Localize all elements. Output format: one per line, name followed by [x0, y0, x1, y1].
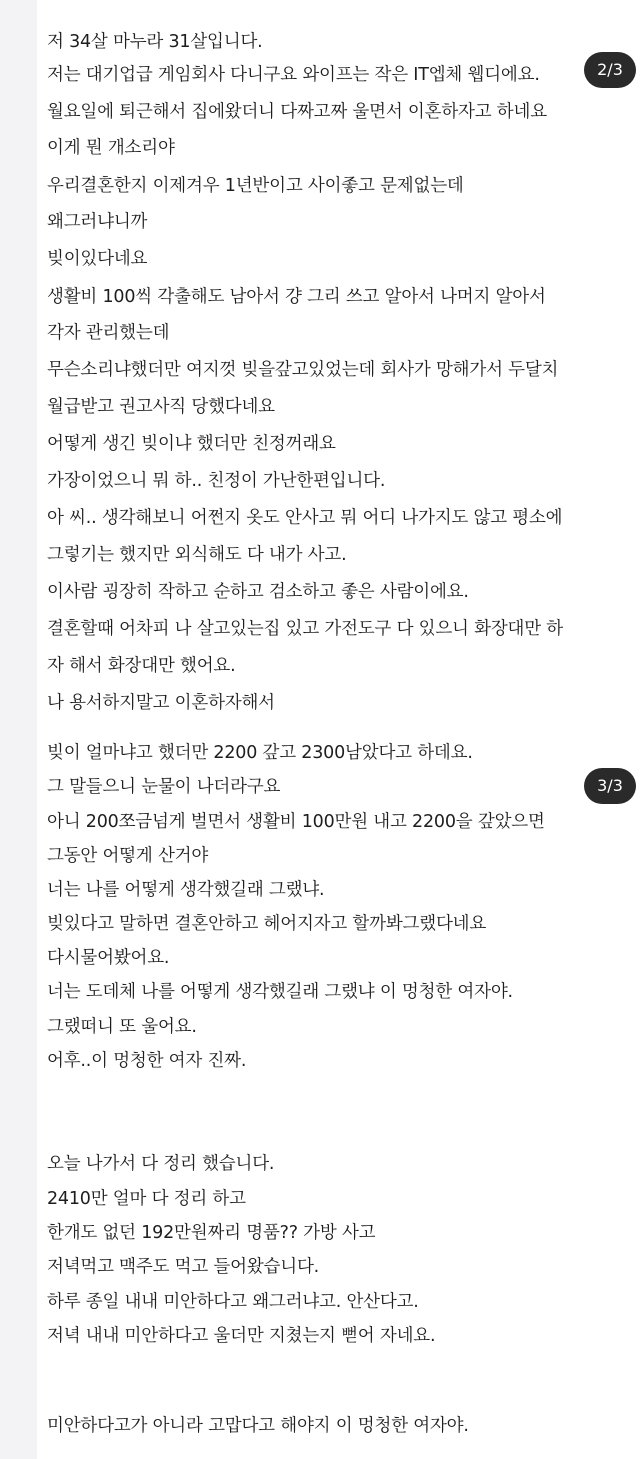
text-line: 너는 나를 어떻게 생각했길래 그랬냐.	[47, 880, 325, 900]
text-line: 그동안 어떻게 산거야	[47, 846, 209, 866]
text-line: 월요일에 퇴근해서 집에왔더니 다짜고짜 울면서 이혼하자고 하네요	[47, 102, 547, 122]
text-line: 왜그러냐니까	[47, 212, 148, 232]
page-indicator-badge: 3/3	[584, 768, 636, 804]
text-line: 그 말들으니 눈물이 나더라구요	[47, 777, 281, 797]
text-line: 이게 뭔 개소리야	[47, 138, 175, 158]
text-line: 각자 관리했는데	[47, 323, 170, 343]
text-line: 저는 대기업급 게임회사 다니구요 와이프는 작은 IT엡체 웹디에요.	[47, 65, 540, 85]
text-line: 빚이 얼마냐고 했더만 2200 갚고 2300남았다고 하데요.	[47, 743, 473, 763]
text-line: 2410만 얼마 다 정리 하고	[47, 1189, 246, 1209]
text-line: 이사람 굉장히 작하고 순하고 검소하고 좋은 사람이에요.	[47, 582, 469, 602]
text-line: 생활비 100씩 각출해도 남아서 걍 그리 쓰고 알아서 나머지 알아서	[47, 287, 546, 307]
text-line: 그렇기는 했지만 외식해도 다 내가 사고.	[47, 545, 347, 565]
text-line: 어떻게 생긴 빚이냐 했더만 친정꺼래요	[47, 434, 336, 454]
text-line: 아 씨.. 생각해보니 어쩐지 옷도 안사고 뭐 어디 나가지도 않고 평소에	[47, 508, 563, 528]
text-line: 가장이었으니 뭐 하.. 친정이 가난한편입니다.	[47, 471, 386, 491]
text-line: 다시물어봤어요.	[47, 948, 170, 968]
text-line: 자 해서 화장대만 했어요.	[47, 656, 236, 676]
text-panel-3-of-3	[0, 738, 640, 1459]
text-line: 빚있다고 말하면 결혼안하고 헤어지자고 할까봐그랬다네요	[47, 914, 487, 934]
text-line: 우리결혼한지 이제겨우 1년반이고 사이좋고 문제없는데	[47, 176, 464, 196]
text-line: 저녁 내내 미안하다고 울더만 지쳤는지 뻗어 자네요.	[47, 1326, 436, 1346]
text-line: 결혼할때 어차피 나 살고있는집 있고 가전도구 다 있으니 화장대만 하	[47, 619, 564, 639]
text-line: 하루 종일 내내 미안하다고 왜그러냐고. 안산다고.	[47, 1292, 419, 1312]
text-line: 너는 도데체 나를 어떻게 생각했길래 그랬냐 이 멍청한 여자야.	[47, 982, 513, 1002]
text-line: 아니 200쪼금넘게 벌면서 생활비 100만원 내고 2200을 갚았으면	[47, 812, 545, 832]
text-line: 어후..이 멍청한 여자 진짜.	[47, 1051, 247, 1071]
text-line: 오늘 나가서 다 정리 했습니다.	[47, 1154, 275, 1174]
text-line: 저녁먹고 맥주도 먹고 들어왔습니다.	[47, 1257, 320, 1277]
panel-left-margin	[0, 0, 37, 738]
text-line: 저 34살 마누라 31살입니다.	[47, 32, 263, 52]
text-line: 월급받고 권고사직 당했다네요	[47, 397, 275, 417]
page-indicator-badge: 2/3	[584, 52, 636, 88]
text-line: 그랬떠니 또 울어요.	[47, 1017, 197, 1037]
text-line: 미안하다고가 아니라 고맙다고 해야지 이 멍청한 여자야.	[47, 1416, 469, 1436]
panel-left-margin	[0, 738, 37, 1459]
text-line: 나 용서하지말고 이혼하자해서	[47, 693, 275, 713]
text-line: 한개도 없던 192만원짜리 명품?? 가방 사고	[47, 1223, 376, 1243]
text-line: 빚이있다네요	[47, 249, 148, 269]
text-line: 무슨소리냐했더만 여지껏 빚을갚고있었는데 회사가 망해가서 두달치	[47, 360, 559, 380]
